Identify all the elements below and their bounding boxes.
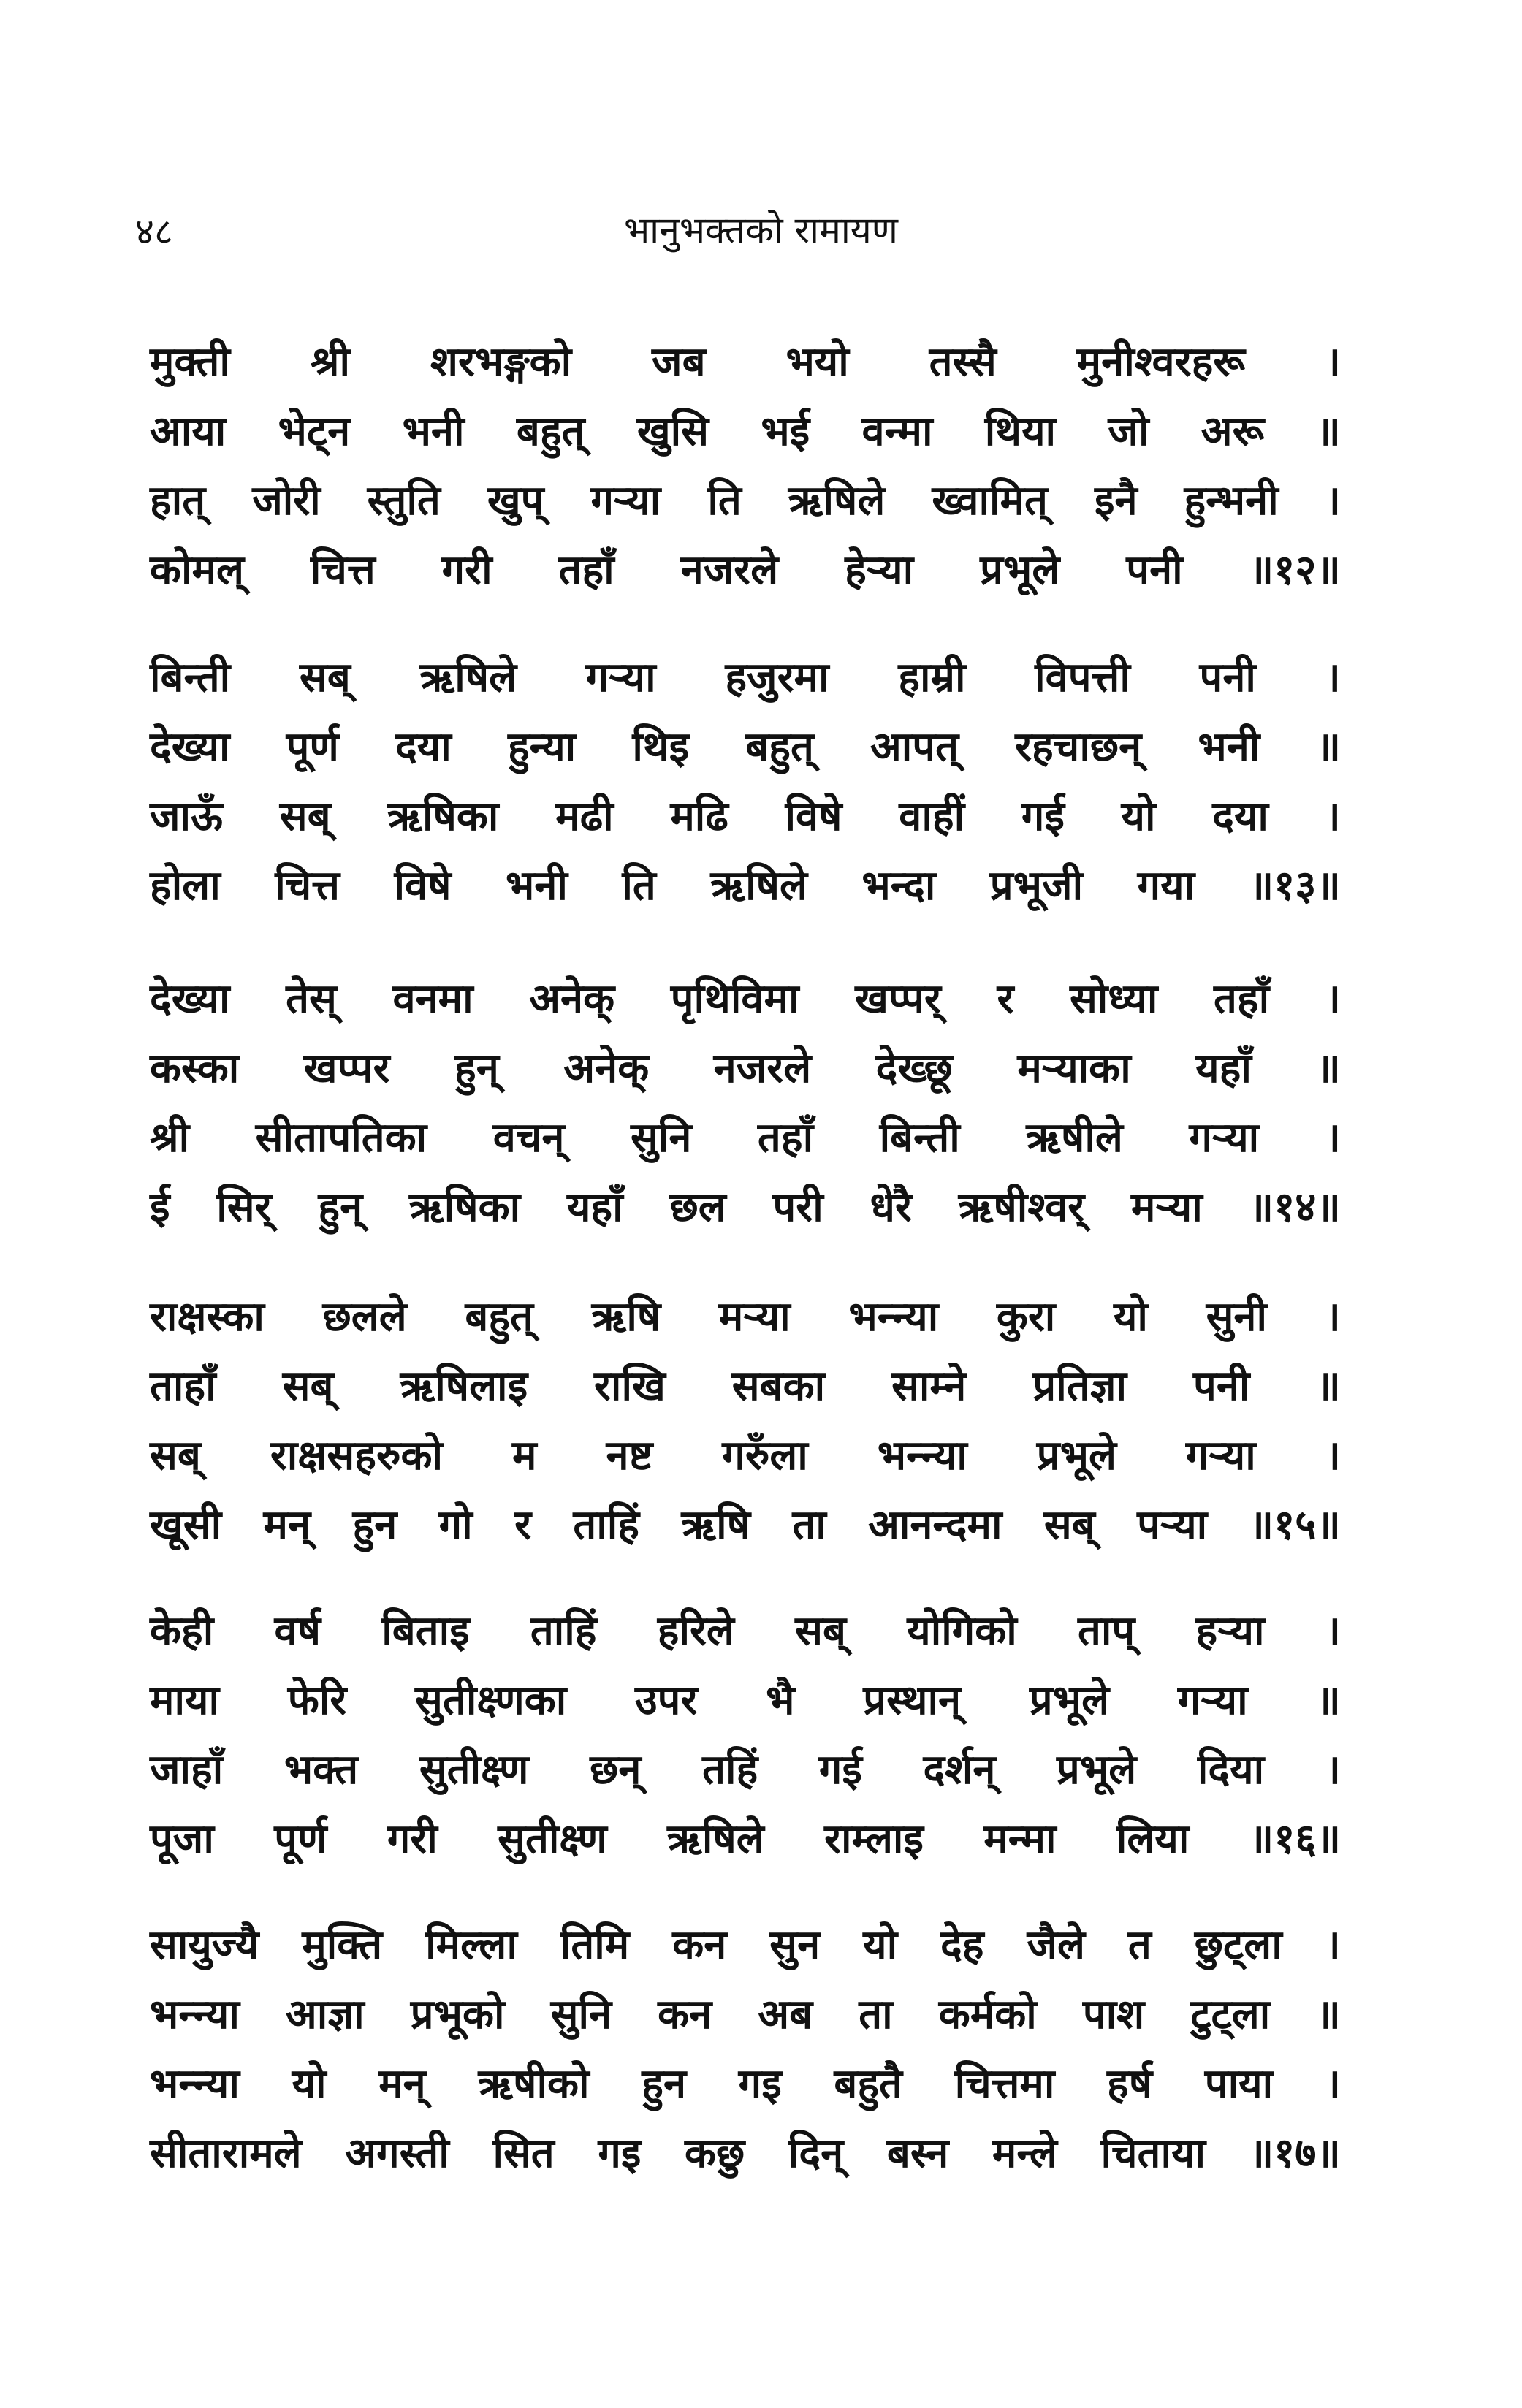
verse-line: सायुज्यै मुक्ति मिल्ला तिमि कन सुन यो देह जैले त छुट्ला । — [150, 1921, 1341, 1969]
verse-line: खूसी मन् हुन गो र ताहिं ऋषि ता आनन्दमा सब् पऱ्या ॥१५॥ — [150, 1501, 1341, 1549]
verse-line: सीतारामले अगस्ती सित गइ कछु दिन् बस्न मन्ले चिताया ॥१७॥ — [150, 2130, 1341, 2177]
verse-line: केही वर्ष बिताइ ताहिं हरिले सब् योगिको ताप् हऱ्या । — [150, 1607, 1341, 1655]
verse-line: माया फेरि सुतीक्ष्णका उपर भै प्रस्थान् प्रभूले गऱ्या ॥ — [150, 1677, 1341, 1724]
verse-line: देख्या तेस् वनमा अनेक् पृथिविमा खप्पर् र सोध्या तहाँ । — [150, 975, 1341, 1023]
verse-line: जाऊँ सब् ऋषिका मढी मढि विषे वाहीं गई यो दया । — [150, 793, 1341, 840]
verse-line: बिन्ती सब् ऋषिले गऱ्या हजुरमा हाम्री विपत्ती पनी । — [150, 654, 1341, 701]
verse-line: हात् जोरी स्तुति खुप् गऱ्या ति ऋषिले ख्वामित् इनै हुन्भनी । — [150, 477, 1341, 525]
stanza — [150, 327, 1341, 605]
verse-line: भन्न्या आज्ञा प्रभूको सुनि कन अब ता कर्मको पाश टुट्ला ॥ — [150, 1991, 1341, 2038]
verse-line: भन्न्या यो मन् ऋषीको हुन गइ बहुतै चित्तमा हर्ष पाया । — [150, 2060, 1341, 2108]
verse-line: ताहाँ सब् ऋषिलाइ राखि सबका साम्ने प्रतिज्ञा पनी ॥ — [150, 1363, 1341, 1410]
verse-line: देख्या पूर्ण दया हुन्या थिइ बहुत् आपत् रहचाछन् भनी ॥ — [150, 723, 1341, 771]
stanza — [150, 964, 1341, 1242]
verse-line: राक्षस्का छलले बहुत् ऋषि मऱ्या भन्न्या कुरा यो सुनी । — [150, 1293, 1341, 1341]
page-number: ४८ — [135, 210, 173, 253]
verse-line: श्री सीतापतिका वचन् सुनि तहाँ बिन्ती ऋषीले गऱ्या । — [150, 1114, 1341, 1162]
verse-line: ई सिर् हुन् ऋषिका यहाँ छल परी धेरै ऋषीश्वर् मऱ्या ॥१४॥ — [150, 1184, 1341, 1231]
stanza — [150, 1282, 1341, 1560]
verse-line: मुक्ती श्री शरभङ्गको जब भयो तस्सै मुनीश्वरहरू । — [150, 338, 1341, 386]
verse-line: कस्का खप्पर हुन् अनेक् नजरले देख्छू मऱ्याका यहाँ ॥ — [150, 1045, 1341, 1092]
verse-line: आया भेट्न भनी बहुत् खुसि भई वन्मा थिया जो अरू ॥ — [150, 408, 1341, 455]
verse-line: सब् राक्षसहरुको म नष्ट गरुँला भन्न्या प्रभूले गऱ्या । — [150, 1432, 1341, 1479]
verse-line: पूजा पूर्ण गरी सुतीक्ष्ण ऋषिले राम्लाइ मन्मा लिया ॥१६॥ — [150, 1815, 1341, 1863]
stanza — [150, 1910, 1341, 2188]
stanza — [150, 1596, 1341, 1874]
stanza — [150, 643, 1341, 921]
verse-line: होला चित्त विषे भनी ति ऋषिले भन्दा प्रभूजी गया ॥१३॥ — [150, 862, 1341, 910]
running-title: भानुभक्तको रामायण — [624, 209, 898, 251]
verse-line: जाहाँ भक्त सुतीक्ष्ण छन् तहिं गई दर्शन् प्रभूले दिया । — [150, 1746, 1341, 1794]
verse-line: कोमल् चित्त गरी तहाँ नजरले हेऱ्या प्रभूले पनी ॥१२॥ — [150, 546, 1341, 594]
